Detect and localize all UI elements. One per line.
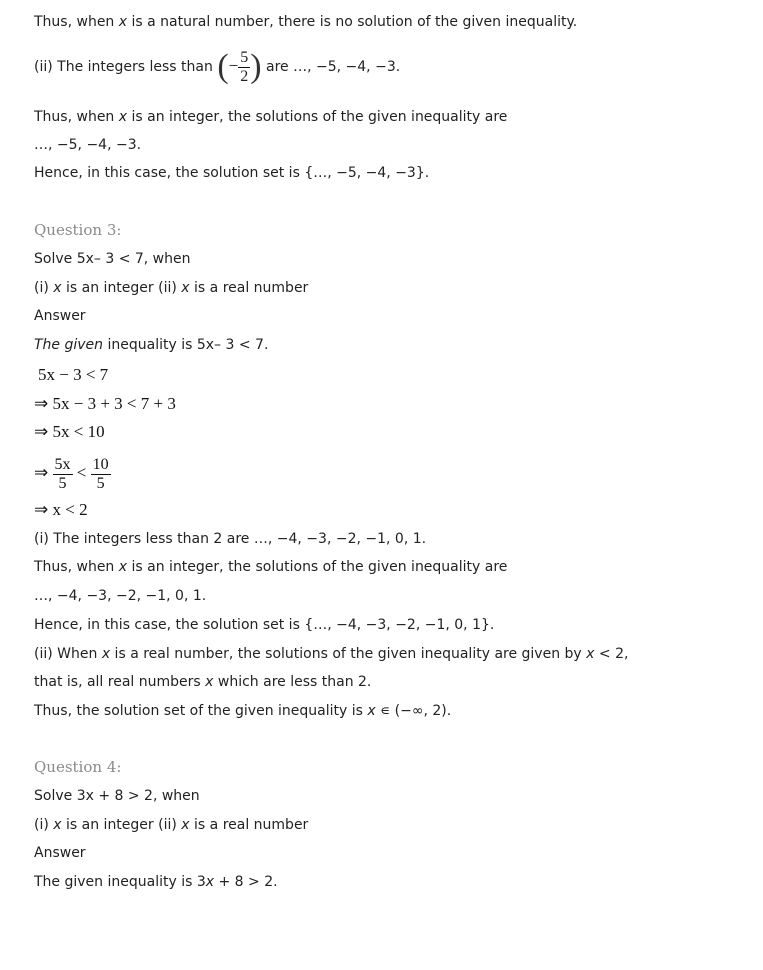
text-line: Thus, when x is an integer, the solutions of the given inequality are bbox=[34, 109, 508, 125]
fraction: $\frac{5x}{5}$ bbox=[54, 455, 71, 492]
math-step: ⇒ x < 2 bbox=[34, 500, 88, 519]
question-text: Solve 3x + 8 > 2, when bbox=[34, 788, 200, 804]
text-line: (ii) The integers less than (− $\frac{5}{2}$ ) are …, −5, −4, −3. bbox=[34, 48, 401, 85]
text-line: Hence, in this case, the solution set is {…, −5, −4, −3}. bbox=[34, 165, 430, 181]
text-line: Thus, the solution set of the given inequality is x ∊ (−∞, 2). bbox=[34, 703, 452, 719]
math-step: ⇒ 5x < 10 bbox=[34, 422, 105, 441]
question-parts: (i) x is an integer (ii) x is a real number bbox=[34, 817, 309, 833]
text-line: Thus, when x is a natural number, there is no solution of the given inequality. bbox=[34, 14, 578, 30]
answer-label: Answer bbox=[34, 308, 86, 324]
question-parts: (i) x is an integer (ii) x is a real number bbox=[34, 280, 309, 296]
math-step: ⇒ $\frac{5x}{5}$ < $\frac{10}{5}$ bbox=[34, 455, 109, 492]
text-line: The given inequality is 3x + 8 > 2. bbox=[34, 874, 278, 890]
question-heading: Question 3: bbox=[34, 221, 122, 239]
text-line: Hence, in this case, the solution set is {…, −4, −3, −2, −1, 0, 1}. bbox=[34, 617, 495, 633]
math-step: ⇒ 5x − 3 + 3 < 7 + 3 bbox=[34, 394, 176, 413]
text-line: that is, all real numbers x which are less than 2. bbox=[34, 674, 372, 690]
right-paren: ) bbox=[250, 48, 262, 85]
question-heading: Question 4: bbox=[34, 758, 122, 776]
fraction: $\frac{10}{5}$ bbox=[92, 455, 109, 492]
text-line: …, −4, −3, −2, −1, 0, 1. bbox=[34, 588, 207, 604]
text-line: (i) The integers less than 2 are …, −4, −3, −2, −1, 0, 1. bbox=[34, 531, 427, 547]
text-line: Thus, when x is an integer, the solutions of the given inequality are bbox=[34, 559, 508, 575]
text-line: …, −5, −4, −3. bbox=[34, 137, 142, 153]
text-line: (ii) When x is a real number, the solutions of the given inequality are given by x < 2, bbox=[34, 646, 629, 662]
left-paren: ( bbox=[217, 48, 229, 85]
answer-label: Answer bbox=[34, 845, 86, 861]
math-step: 5x − 3 < 7 bbox=[38, 365, 109, 384]
fraction: $\frac{5}{2}$ bbox=[240, 48, 249, 85]
text-line: The given inequality is 5x– 3 < 7. bbox=[34, 337, 269, 353]
question-text: Solve 5x– 3 < 7, when bbox=[34, 251, 191, 267]
